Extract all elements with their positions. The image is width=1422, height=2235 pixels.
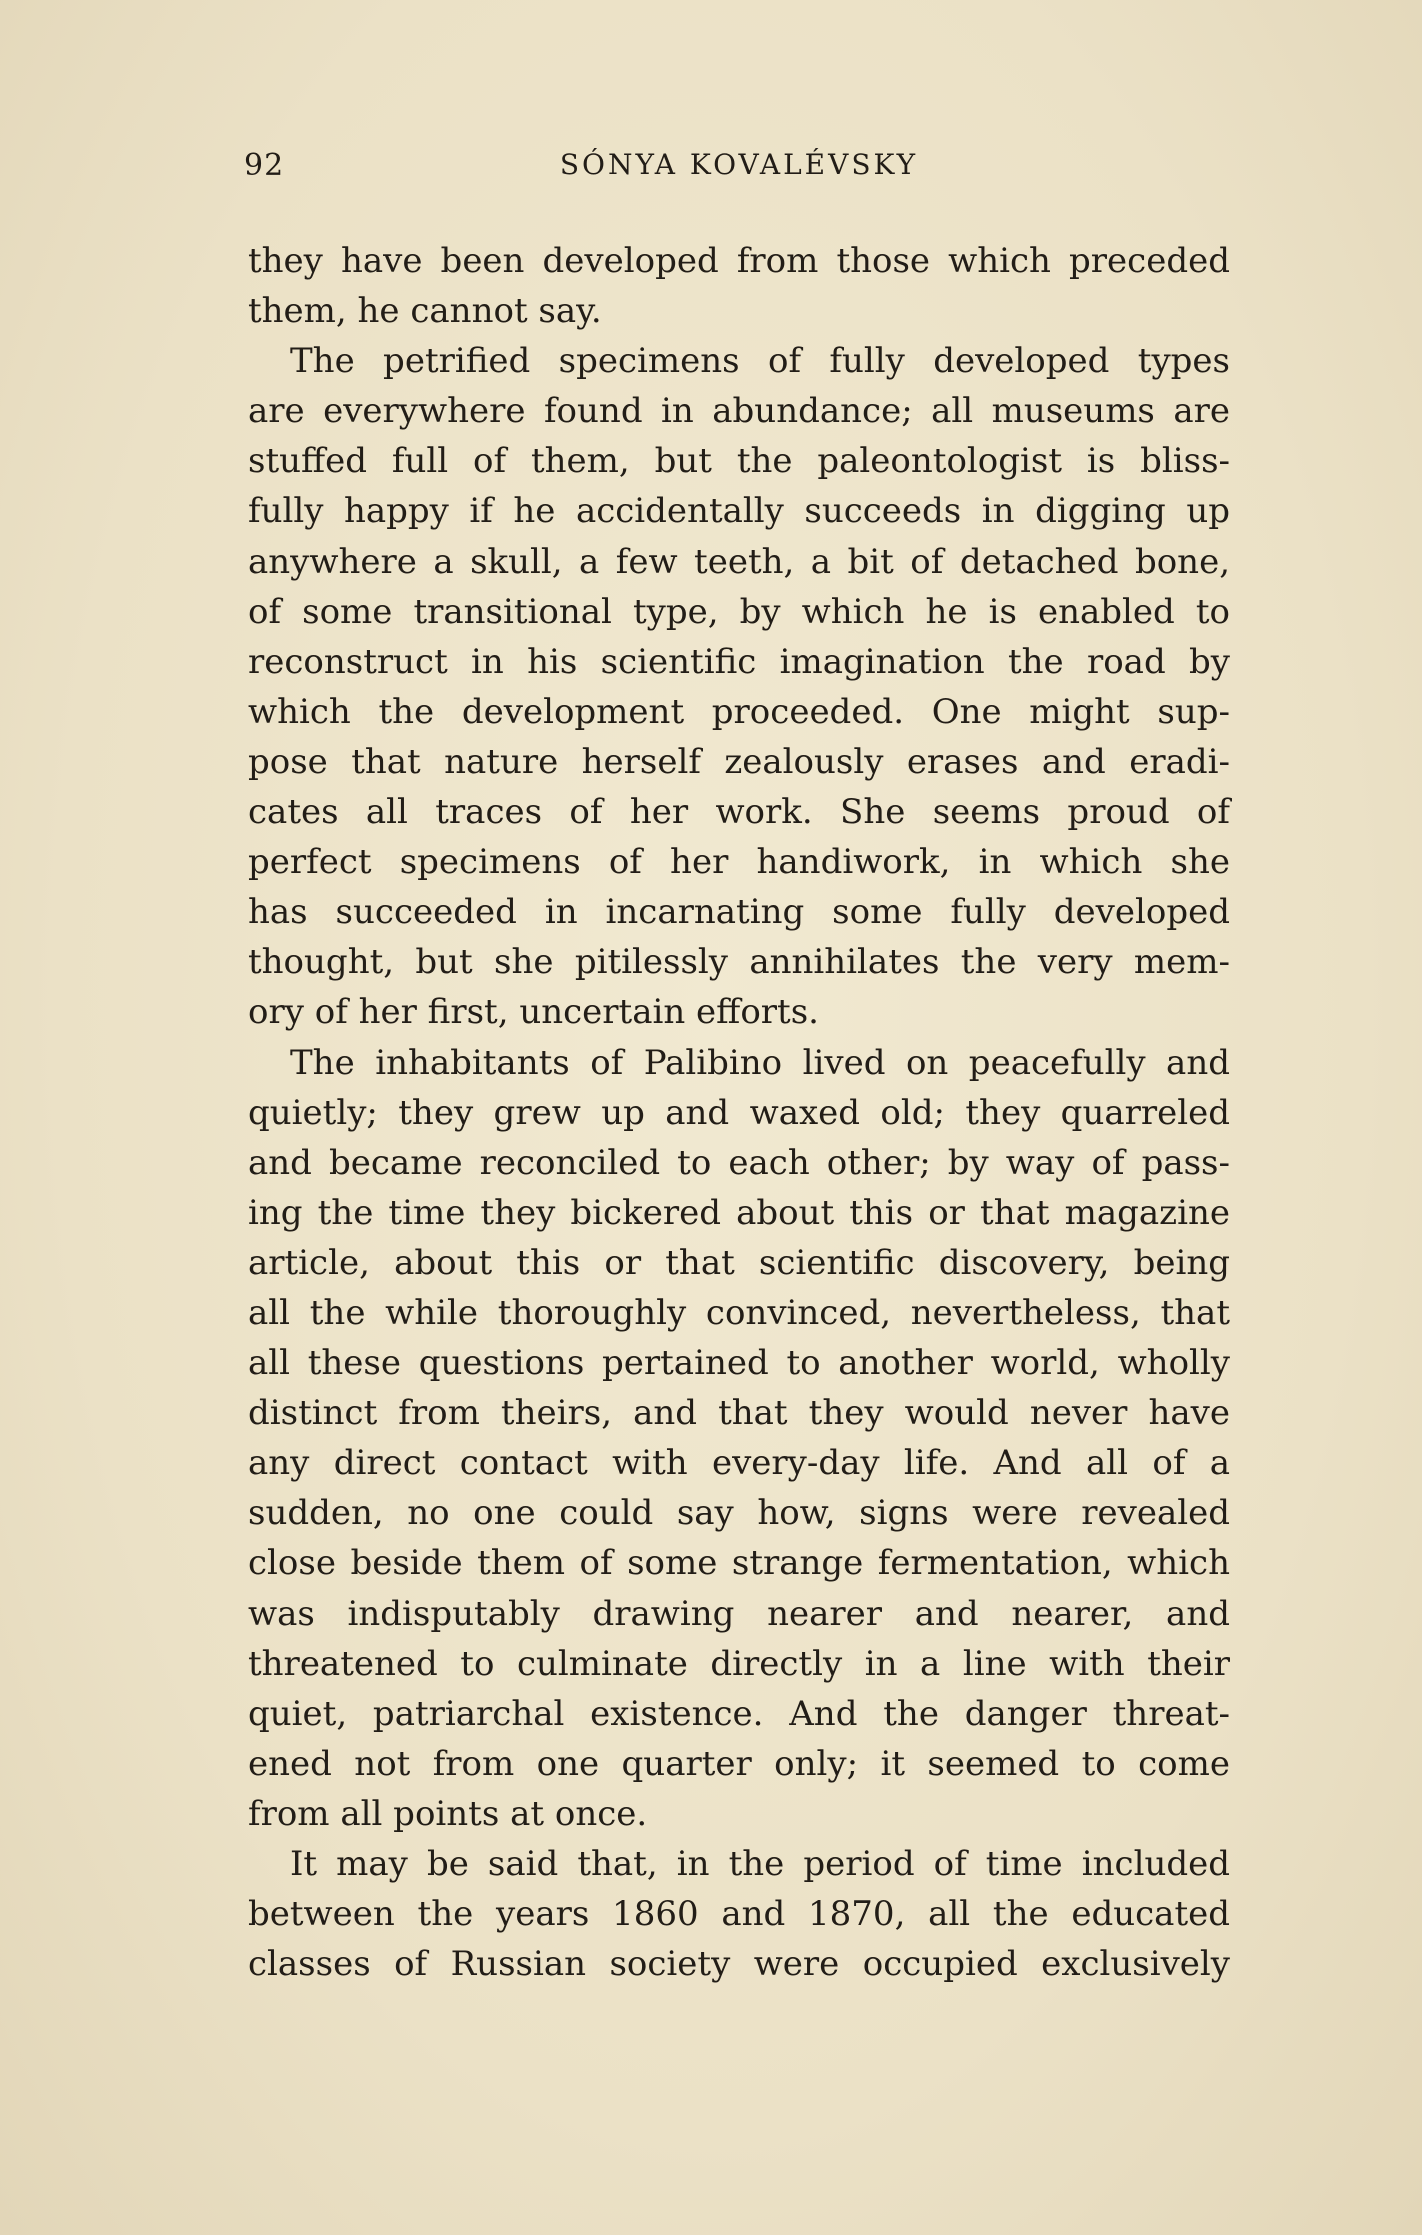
text-line: of some transitional type, by which he is enabled to [248,591,1230,632]
text-line: and became reconciled to each other; by way of pass- [248,1142,1230,1183]
text-line: between the years 1860 and 1870, all the educated [248,1894,1230,1935]
text-line: article, about this or that scientific discovery, being [248,1242,1230,1283]
text-line: stuffed full of them, but the paleontologist is bliss- [248,441,1230,482]
page-number: 92 [244,148,285,183]
text-line: The petrified specimens of fully developed types [290,341,1230,382]
text-line: It may be said that, in the period of time included [290,1844,1230,1884]
running-head [244,148,1234,196]
text-line: perfect specimens of her handiwork, in which she [248,842,1230,883]
text-line: pose that nature herself zealously erases and eradi- [248,741,1230,782]
text-line: threatened to culminate directly in a line with their [248,1643,1230,1684]
text-line: they have been developed from those which preceded [248,241,1230,281]
text-line: thought, but she pitilessly annihilates the very mem- [248,942,1230,983]
text-line: reconstruct in his scientific imagination the road by [248,641,1230,682]
text-line: them, he cannot say. [248,291,602,332]
text-line: classes of Russian society were occupied exclusively [248,1944,1230,1985]
text-line: ing the time they bickered about this or that magazine [248,1192,1230,1233]
text-line: quietly; they grew up and waxed old; they quarreled [248,1092,1230,1133]
text-line: was indisputably drawing nearer and nearer, and [248,1593,1230,1634]
text-line: close beside them of some strange fermentation, which [248,1543,1230,1584]
running-title: SÓNYA KOVALÉVSKY [559,148,919,181]
text-line: ory of her first, uncertain efforts. [248,992,819,1033]
text-line: The inhabitants of Palibino lived on peacefully and [290,1042,1230,1083]
text-line: fully happy if he accidentally succeeds in digging up [248,491,1230,532]
body-text [248,236,1230,1989]
text-line: sudden, no one could say how, signs were revealed [248,1493,1230,1534]
text-line: which the development proceeded. One might sup- [248,691,1230,732]
text-line: distinct from theirs, and that they would never have [248,1393,1230,1434]
text-line: from all points at once. [248,1793,648,1834]
text-line: all these questions pertained to another world, wholly [248,1343,1230,1384]
text-line: has succeeded in incarnating some fully developed [248,892,1230,933]
text-line: are everywhere found in abundance; all museums are [248,391,1230,432]
text-line: anywhere a skull, a few teeth, a bit of detached bone, [248,541,1230,582]
text-line: any direct contact with every-day life. And all of a [248,1443,1230,1484]
text-line: cates all traces of her work. She seems proud of [248,792,1230,833]
text-line: ened not from one quarter only; it seemed to come [248,1743,1230,1784]
text-line: all the while thoroughly convinced, nevertheless, that [248,1292,1230,1333]
text-line: quiet, patriarchal existence. And the danger threat- [248,1693,1230,1734]
